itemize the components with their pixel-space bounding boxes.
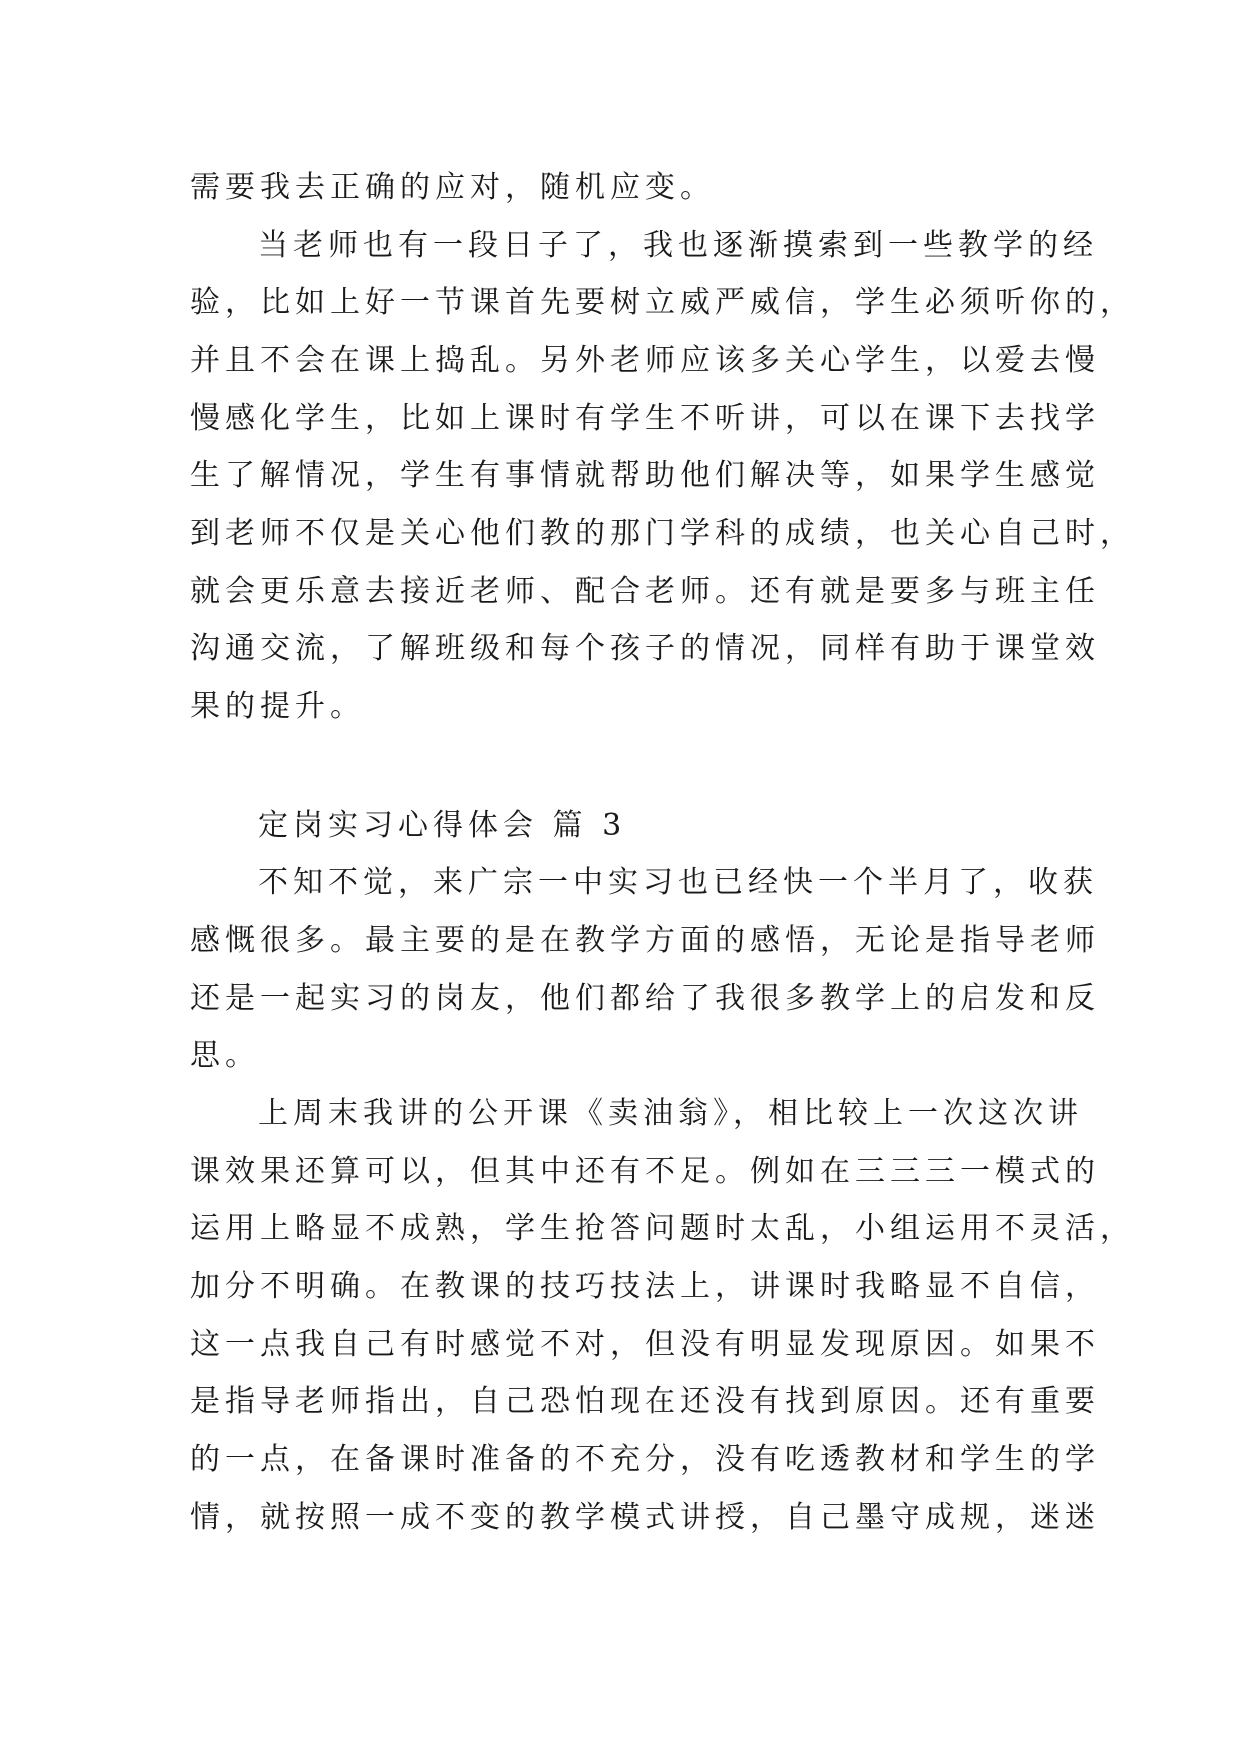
paragraph-line: 的一点，在备课时准备的不充分，没有吃透教材和学生的学 [190, 1442, 1100, 1477]
paragraph-line: 慢感化学生，比如上课时有学生不听讲，可以在课下去找学 [190, 401, 1100, 436]
paragraph-line: 需要我去正确的应对，随机应变。 [190, 170, 715, 205]
paragraph-line: 生了解情况，学生有事情就帮助他们解决等，如果学生感觉 [190, 458, 1100, 493]
section-heading: 定岗实习心得体会 篇 3 [258, 808, 627, 843]
paragraph-line: 这一点我自己有时感觉不对，但没有明显发现原因。如果不 [190, 1327, 1100, 1362]
paragraph-line: 沟通交流，了解班级和每个孩子的情况，同样有助于课堂效 [190, 631, 1100, 666]
paragraph-line: 还是一起实习的岗友，他们都给了我很多教学上的启发和反 [190, 981, 1100, 1016]
paragraph-line: 上周末我讲的公开课《卖油翁》，相比较上一次这次讲 [258, 1096, 1083, 1131]
paragraph-line: 就会更乐意去接近老师、配合老师。还有就是要多与班主任 [190, 574, 1100, 609]
paragraph-line: 感慨很多。最主要的是在教学方面的感悟，无论是指导老师 [190, 923, 1100, 958]
paragraph-line: 是指导老师指出，自己恐怕现在还没有找到原因。还有重要 [190, 1384, 1100, 1419]
paragraph-line: 思。 [190, 1038, 260, 1073]
paragraph-line: 课效果还算可以，但其中还有不足。例如在三三三一模式的 [190, 1154, 1100, 1189]
paragraph-line: 不知不觉，来广宗一中实习也已经快一个半月了，收获 [258, 865, 1098, 900]
paragraph-line: 情，就按照一成不变的教学模式讲授，自己墨守成规，迷迷 [190, 1500, 1100, 1535]
paragraph-line: 加分不明确。在教课的技巧技法上，讲课时我略显不自信， [190, 1269, 1100, 1304]
paragraph-line: 当老师也有一段日子了，我也逐渐摸索到一些教学的经 [258, 228, 1098, 263]
paragraph-line: 验，比如上好一节课首先要树立威严威信，学生必须听你的， [190, 285, 1135, 320]
paragraph-line: 并且不会在课上捣乱。另外老师应该多关心学生，以爱去慢 [190, 343, 1100, 378]
paragraph-line: 果的提升。 [190, 689, 365, 724]
paragraph-line: 到老师不仅是关心他们教的那门学科的成绩，也关心自己时， [190, 516, 1135, 551]
paragraph-line: 运用上略显不成熟，学生抢答问题时太乱，小组运用不灵活， [190, 1211, 1135, 1246]
